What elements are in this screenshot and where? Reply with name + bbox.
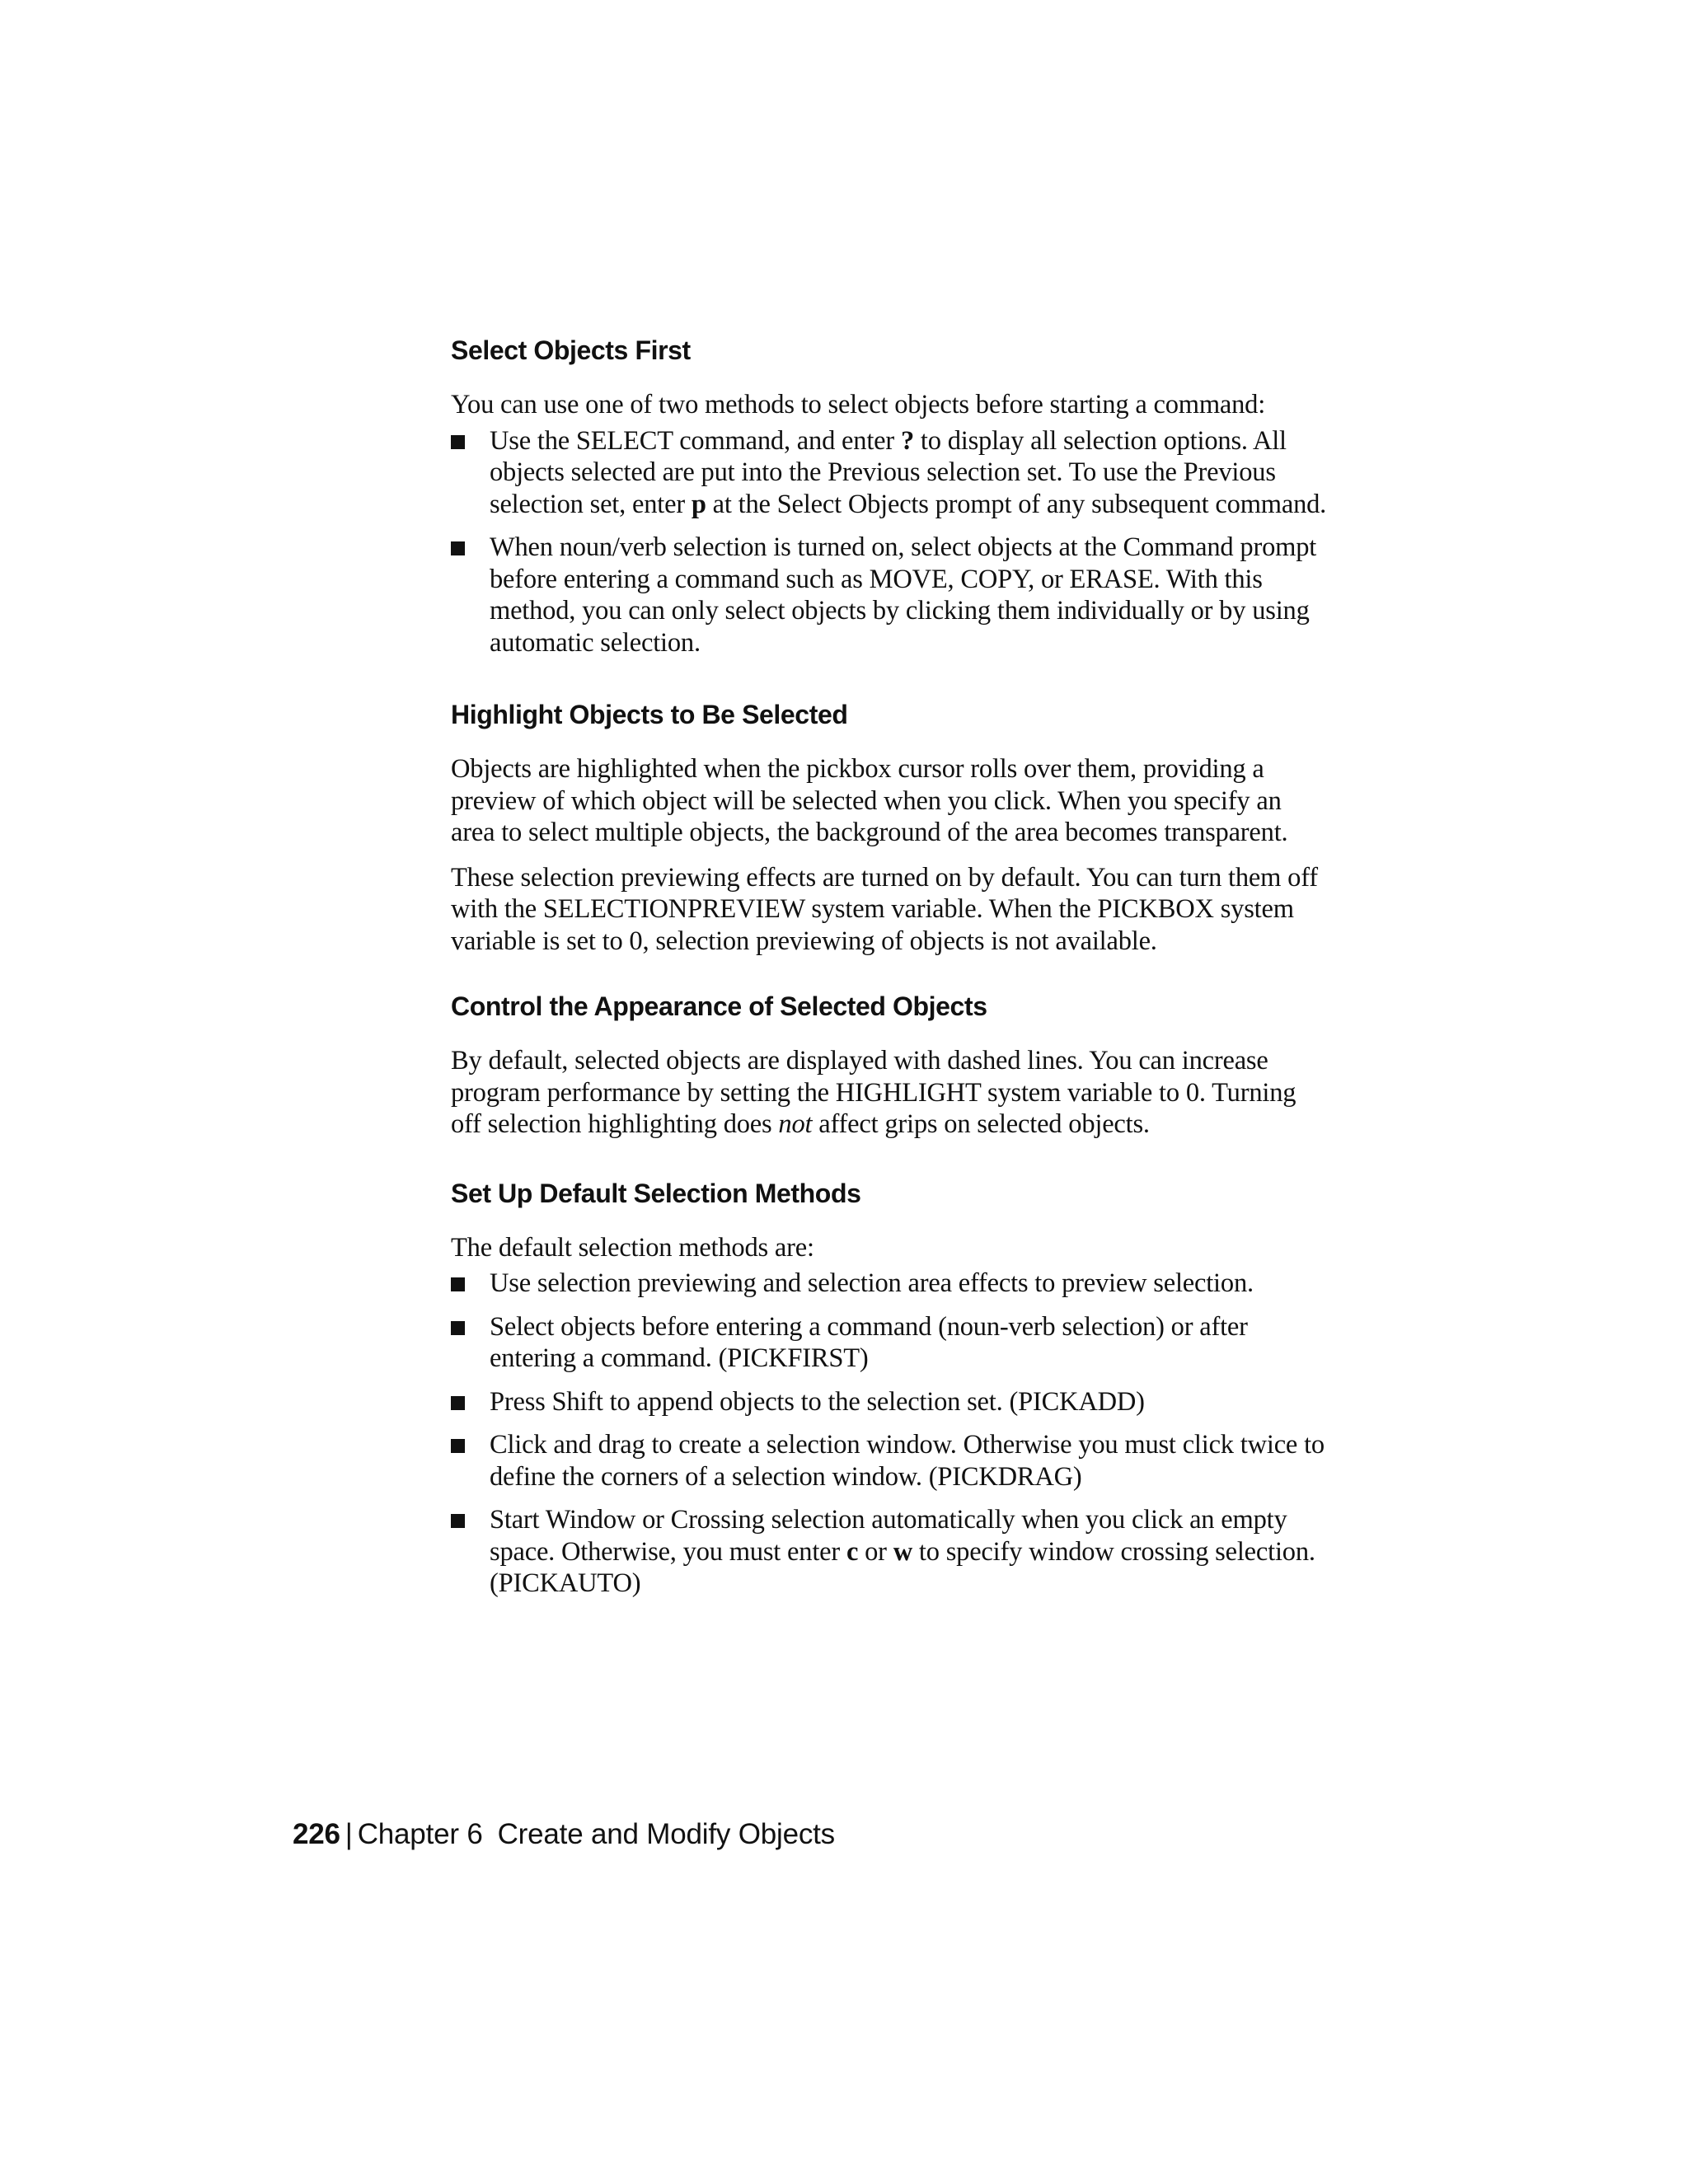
- chapter-label: Chapter 6: [357, 1818, 483, 1850]
- section-heading: Control the Appearance of Selected Objects: [451, 991, 987, 1021]
- list-item: Select objects before entering a command (noun-verb selection) or after entering a command. (PICKFIRST): [451, 1311, 1329, 1375]
- list-item: Start Window or Crossing selection automatically when you click an empty space. Otherwise, you must enter c or w to specify window crossing selection. (PICKAUTO): [451, 1504, 1329, 1600]
- list-item: When noun/verb selection is turned on, select objects at the Command prompt before entering a command such as MOVE, COPY, or ERASE. With this method, you can only select objects by clicking them individually or by using automatic selection.: [451, 532, 1329, 658]
- section-heading: Select Objects First: [451, 335, 691, 365]
- bullet-list: [451, 425, 1329, 659]
- paragraph: By default, selected objects are displayed with dashed lines. You can increase program performance by setting the HIGHLIGHT system variable to 0. Turning off selection highlighting does not affect grips on selected objects.: [451, 1046, 1296, 1139]
- list-item: Use the SELECT command, and enter ? to display all selection options. All objects selected are put into the Previous selection set. To use the Previous selection set, enter p at the Select Objects prompt of any subsequent command.: [451, 425, 1329, 521]
- page-number: 226: [293, 1818, 340, 1850]
- square-bullet-icon: [451, 435, 465, 449]
- bullet-list: [451, 1268, 1329, 1600]
- section-intro: You can use one of two methods to select objects before starting a command:: [451, 390, 1266, 419]
- square-bullet-icon: [451, 1439, 465, 1453]
- page-content: [451, 334, 1329, 1636]
- list-item: Click and drag to create a selection window. Otherwise you must click twice to define the corners of a selection window. (PICKDRAG): [451, 1429, 1329, 1493]
- section-highlight-objects: [451, 698, 1329, 957]
- paragraph: These selection previewing effects are turned on by default. You can turn them off with the SELECTIONPREVIEW system variable. When the PICKBOX system variable is set to 0, selection previewing of objects is not available.: [451, 862, 1318, 956]
- section-intro: The default selection methods are:: [451, 1232, 814, 1263]
- section-control-appearance: [451, 990, 1329, 1141]
- page-footer: [293, 1816, 835, 1853]
- square-bullet-icon: [451, 1396, 465, 1410]
- section-heading: Set Up Default Selection Methods: [451, 1178, 861, 1208]
- square-bullet-icon: [451, 1277, 465, 1291]
- section-default-selection-methods: [451, 1177, 1329, 1600]
- list-item: Use selection previewing and selection area effects to preview selection.: [451, 1268, 1329, 1300]
- section-heading: Highlight Objects to Be Selected: [451, 700, 848, 729]
- chapter-title: Create and Modify Objects: [497, 1818, 835, 1850]
- square-bullet-icon: [451, 541, 465, 555]
- paragraph: Objects are highlighted when the pickbox cursor rolls over them, providing a preview of which object will be selected when you click. When you specify an area to select multiple objects, the background of the area becomes transparent.: [451, 754, 1288, 847]
- section-select-objects-first: [451, 334, 1329, 658]
- square-bullet-icon: [451, 1321, 465, 1335]
- square-bullet-icon: [451, 1514, 465, 1528]
- list-item: Press Shift to append objects to the selection set. (PICKADD): [451, 1386, 1329, 1418]
- footer-separator: |: [345, 1818, 353, 1850]
